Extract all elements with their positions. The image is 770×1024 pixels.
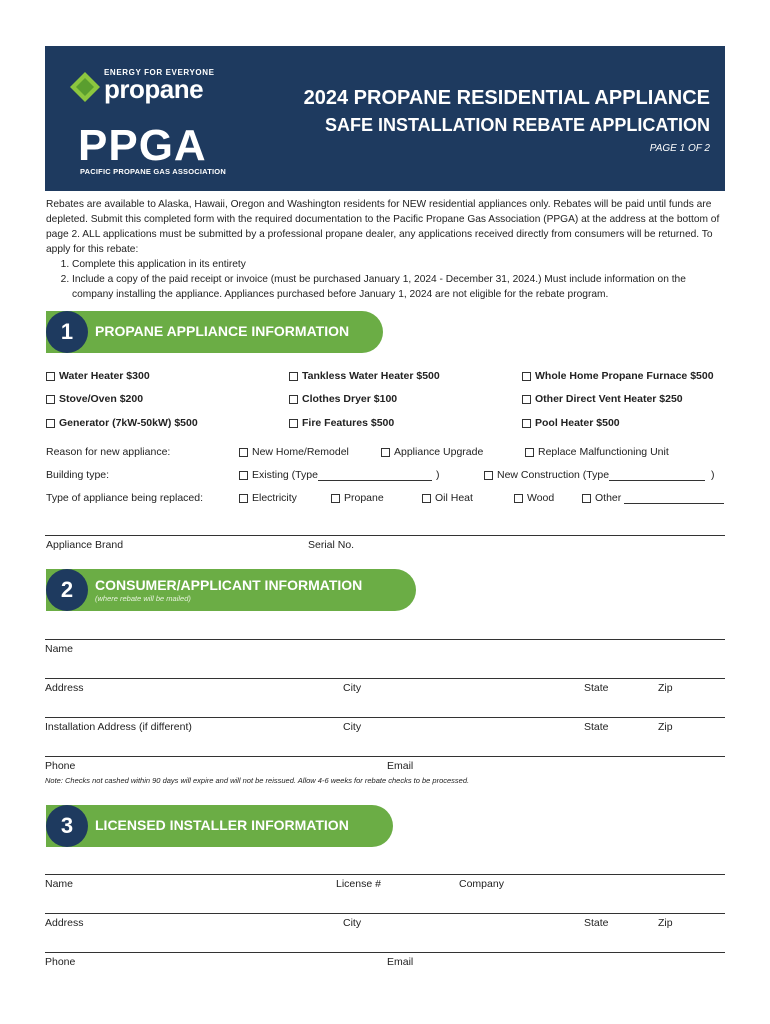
installer-phone-field[interactable] <box>45 952 725 953</box>
checkbox-direct-vent-heater[interactable]: Other Direct Vent Heater $250 <box>522 393 683 405</box>
checkbox-oil-heat[interactable]: Oil Heat <box>422 492 473 504</box>
checkbox-box[interactable] <box>331 494 340 503</box>
section2-title: CONSUMER/APPLICANT INFORMATION <box>95 577 363 593</box>
checkbox-box[interactable] <box>582 494 591 503</box>
checkbox-new-home[interactable]: New Home/Remodel <box>239 446 349 458</box>
installation-state-label: State <box>584 721 609 733</box>
logo-wordmark: propane <box>104 74 204 104</box>
checkbox-stove-oven[interactable]: Stove/Oven $200 <box>46 393 143 405</box>
section3-title: LICENSED INSTALLER INFORMATION <box>95 817 349 833</box>
logo-tagline: ENERGY FOR EVERYONE <box>104 68 215 77</box>
checkbox-box[interactable] <box>289 395 298 404</box>
form-title-line1: 2024 PROPANE RESIDENTIAL APPLIANCE <box>303 87 710 109</box>
consumer-zip-label: Zip <box>658 682 673 694</box>
ppga-logo: PPGA <box>78 121 207 170</box>
rebate-note: Note: Checks not cashed within 90 days will expire and will not be reissued. Allow 4-6 weeks for rebate checks to be processed. <box>45 776 470 785</box>
section1-title: PROPANE APPLIANCE INFORMATION <box>95 323 350 339</box>
checkbox-box[interactable] <box>289 372 298 381</box>
installer-company-label: Company <box>459 878 504 890</box>
page-indicator: PAGE 1 OF 2 <box>649 143 710 154</box>
checkbox-new-construction[interactable]: New Construction (Type ) <box>484 469 715 481</box>
checkbox-clothes-dryer[interactable]: Clothes Dryer $100 <box>289 393 397 405</box>
installer-city-label: City <box>343 917 362 929</box>
installer-license-label: License # <box>336 878 381 890</box>
section2-number: 2 <box>46 569 88 611</box>
installer-email-label: Email <box>387 956 414 968</box>
consumer-city-label: City <box>343 682 362 694</box>
checkbox-box[interactable] <box>484 471 493 480</box>
checkbox-other[interactable]: Other <box>582 492 724 504</box>
checkbox-pool-heater[interactable]: Pool Heater $500 <box>522 417 620 429</box>
checkbox-electricity[interactable]: Electricity <box>239 492 297 504</box>
installer-address-field[interactable] <box>45 913 725 914</box>
intro-steps <box>56 257 726 302</box>
checkbox-propane[interactable]: Propane <box>331 492 384 504</box>
new-construction-type-field[interactable] <box>609 470 705 481</box>
checkbox-box[interactable] <box>239 471 248 480</box>
checkbox-box[interactable] <box>239 448 248 457</box>
intro-step: 2. Include a copy of the paid receipt or invoice (must be purchased January 1, 2024 - December 31, 2024.) Must include information on the company installing the appliance. Appliances purchased before January 1, 2024 are not eligible for the rebate program. <box>72 272 726 302</box>
checkbox-fire-features[interactable]: Fire Features $500 <box>289 417 394 429</box>
section3-number: 3 <box>46 805 88 847</box>
checkbox-box[interactable] <box>46 395 55 404</box>
checkbox-box[interactable] <box>522 372 531 381</box>
installer-name-field[interactable] <box>45 874 725 875</box>
replaced-type-label: Type of appliance being replaced: <box>46 492 204 504</box>
installer-zip-label: Zip <box>658 917 673 929</box>
installer-address-label: Address <box>45 917 84 929</box>
checkbox-whole-home-furnace[interactable]: Whole Home Propane Furnace $500 <box>522 370 714 382</box>
checkbox-box[interactable] <box>239 494 248 503</box>
intro-text <box>46 197 726 302</box>
checkbox-box[interactable] <box>381 448 390 457</box>
appliance-brand-label: Appliance Brand <box>46 539 124 551</box>
checkbox-box[interactable] <box>422 494 431 503</box>
form-title-line2: SAFE INSTALLATION REBATE APPLICATION <box>325 115 710 135</box>
consumer-address-label: Address <box>45 682 84 694</box>
consumer-phone-field[interactable] <box>45 756 725 757</box>
checkbox-box[interactable] <box>46 372 55 381</box>
checkbox-box[interactable] <box>522 419 531 428</box>
installation-address-label: Installation Address (if different) <box>45 721 192 733</box>
checkbox-generator[interactable]: Generator (7kW-50kW) $500 <box>46 417 198 429</box>
section2-subtitle: (where rebate will be mailed) <box>95 594 191 603</box>
checkbox-box[interactable] <box>514 494 523 503</box>
other-type-field[interactable] <box>624 493 724 504</box>
checkbox-appliance-upgrade[interactable]: Appliance Upgrade <box>381 446 483 458</box>
checkbox-box[interactable] <box>522 395 531 404</box>
checkbox-tankless-water-heater[interactable]: Tankless Water Heater $500 <box>289 370 440 382</box>
checkbox-wood[interactable]: Wood <box>514 492 554 504</box>
intro-paragraph: Rebates are available to Alaska, Hawaii, Oregon and Washington residents for NEW residential appliances only. Rebates will be paid until funds are depleted. Submit this completed form with the required documentation to the Pacific Propane Gas Association (PPGA) at the address at the bottom of page 2. ALL applications must be submitted by a professional propane dealer, any applications received directly from consumers will be returned. To apply for this rebate: <box>46 199 720 255</box>
installer-name-label: Name <box>45 878 74 890</box>
checkbox-box[interactable] <box>289 419 298 428</box>
checkbox-water-heater[interactable]: Water Heater $300 <box>46 370 150 382</box>
checkbox-replace-malfunctioning[interactable]: Replace Malfunctioning Unit <box>525 446 669 458</box>
installer-state-label: State <box>584 917 609 929</box>
consumer-name-label: Name <box>45 643 74 655</box>
propane-diamond-icon <box>70 72 100 102</box>
section1-number: 1 <box>46 311 88 353</box>
consumer-email-label: Email <box>387 760 414 772</box>
consumer-address-field[interactable] <box>45 678 725 679</box>
serial-no-label: Serial No. <box>308 539 355 551</box>
header-banner <box>45 46 725 191</box>
building-type-label: Building type: <box>46 469 110 481</box>
checkbox-existing[interactable]: Existing (Type ) <box>239 469 439 481</box>
intro-step: 1. Complete this application in its entirety <box>72 257 726 272</box>
consumer-phone-label: Phone <box>45 760 76 772</box>
existing-type-field[interactable] <box>318 470 432 481</box>
installation-address-field[interactable] <box>45 717 725 718</box>
installation-zip-label: Zip <box>658 721 673 733</box>
appliance-brand-field[interactable] <box>45 535 725 536</box>
installer-phone-label: Phone <box>45 956 76 968</box>
consumer-state-label: State <box>584 682 609 694</box>
reason-label: Reason for new appliance: <box>46 446 171 458</box>
checkbox-box[interactable] <box>525 448 534 457</box>
installation-city-label: City <box>343 721 362 733</box>
ppga-full-name: PACIFIC PROPANE GAS ASSOCIATION <box>80 167 226 176</box>
consumer-name-field[interactable] <box>45 639 725 640</box>
checkbox-box[interactable] <box>46 419 55 428</box>
